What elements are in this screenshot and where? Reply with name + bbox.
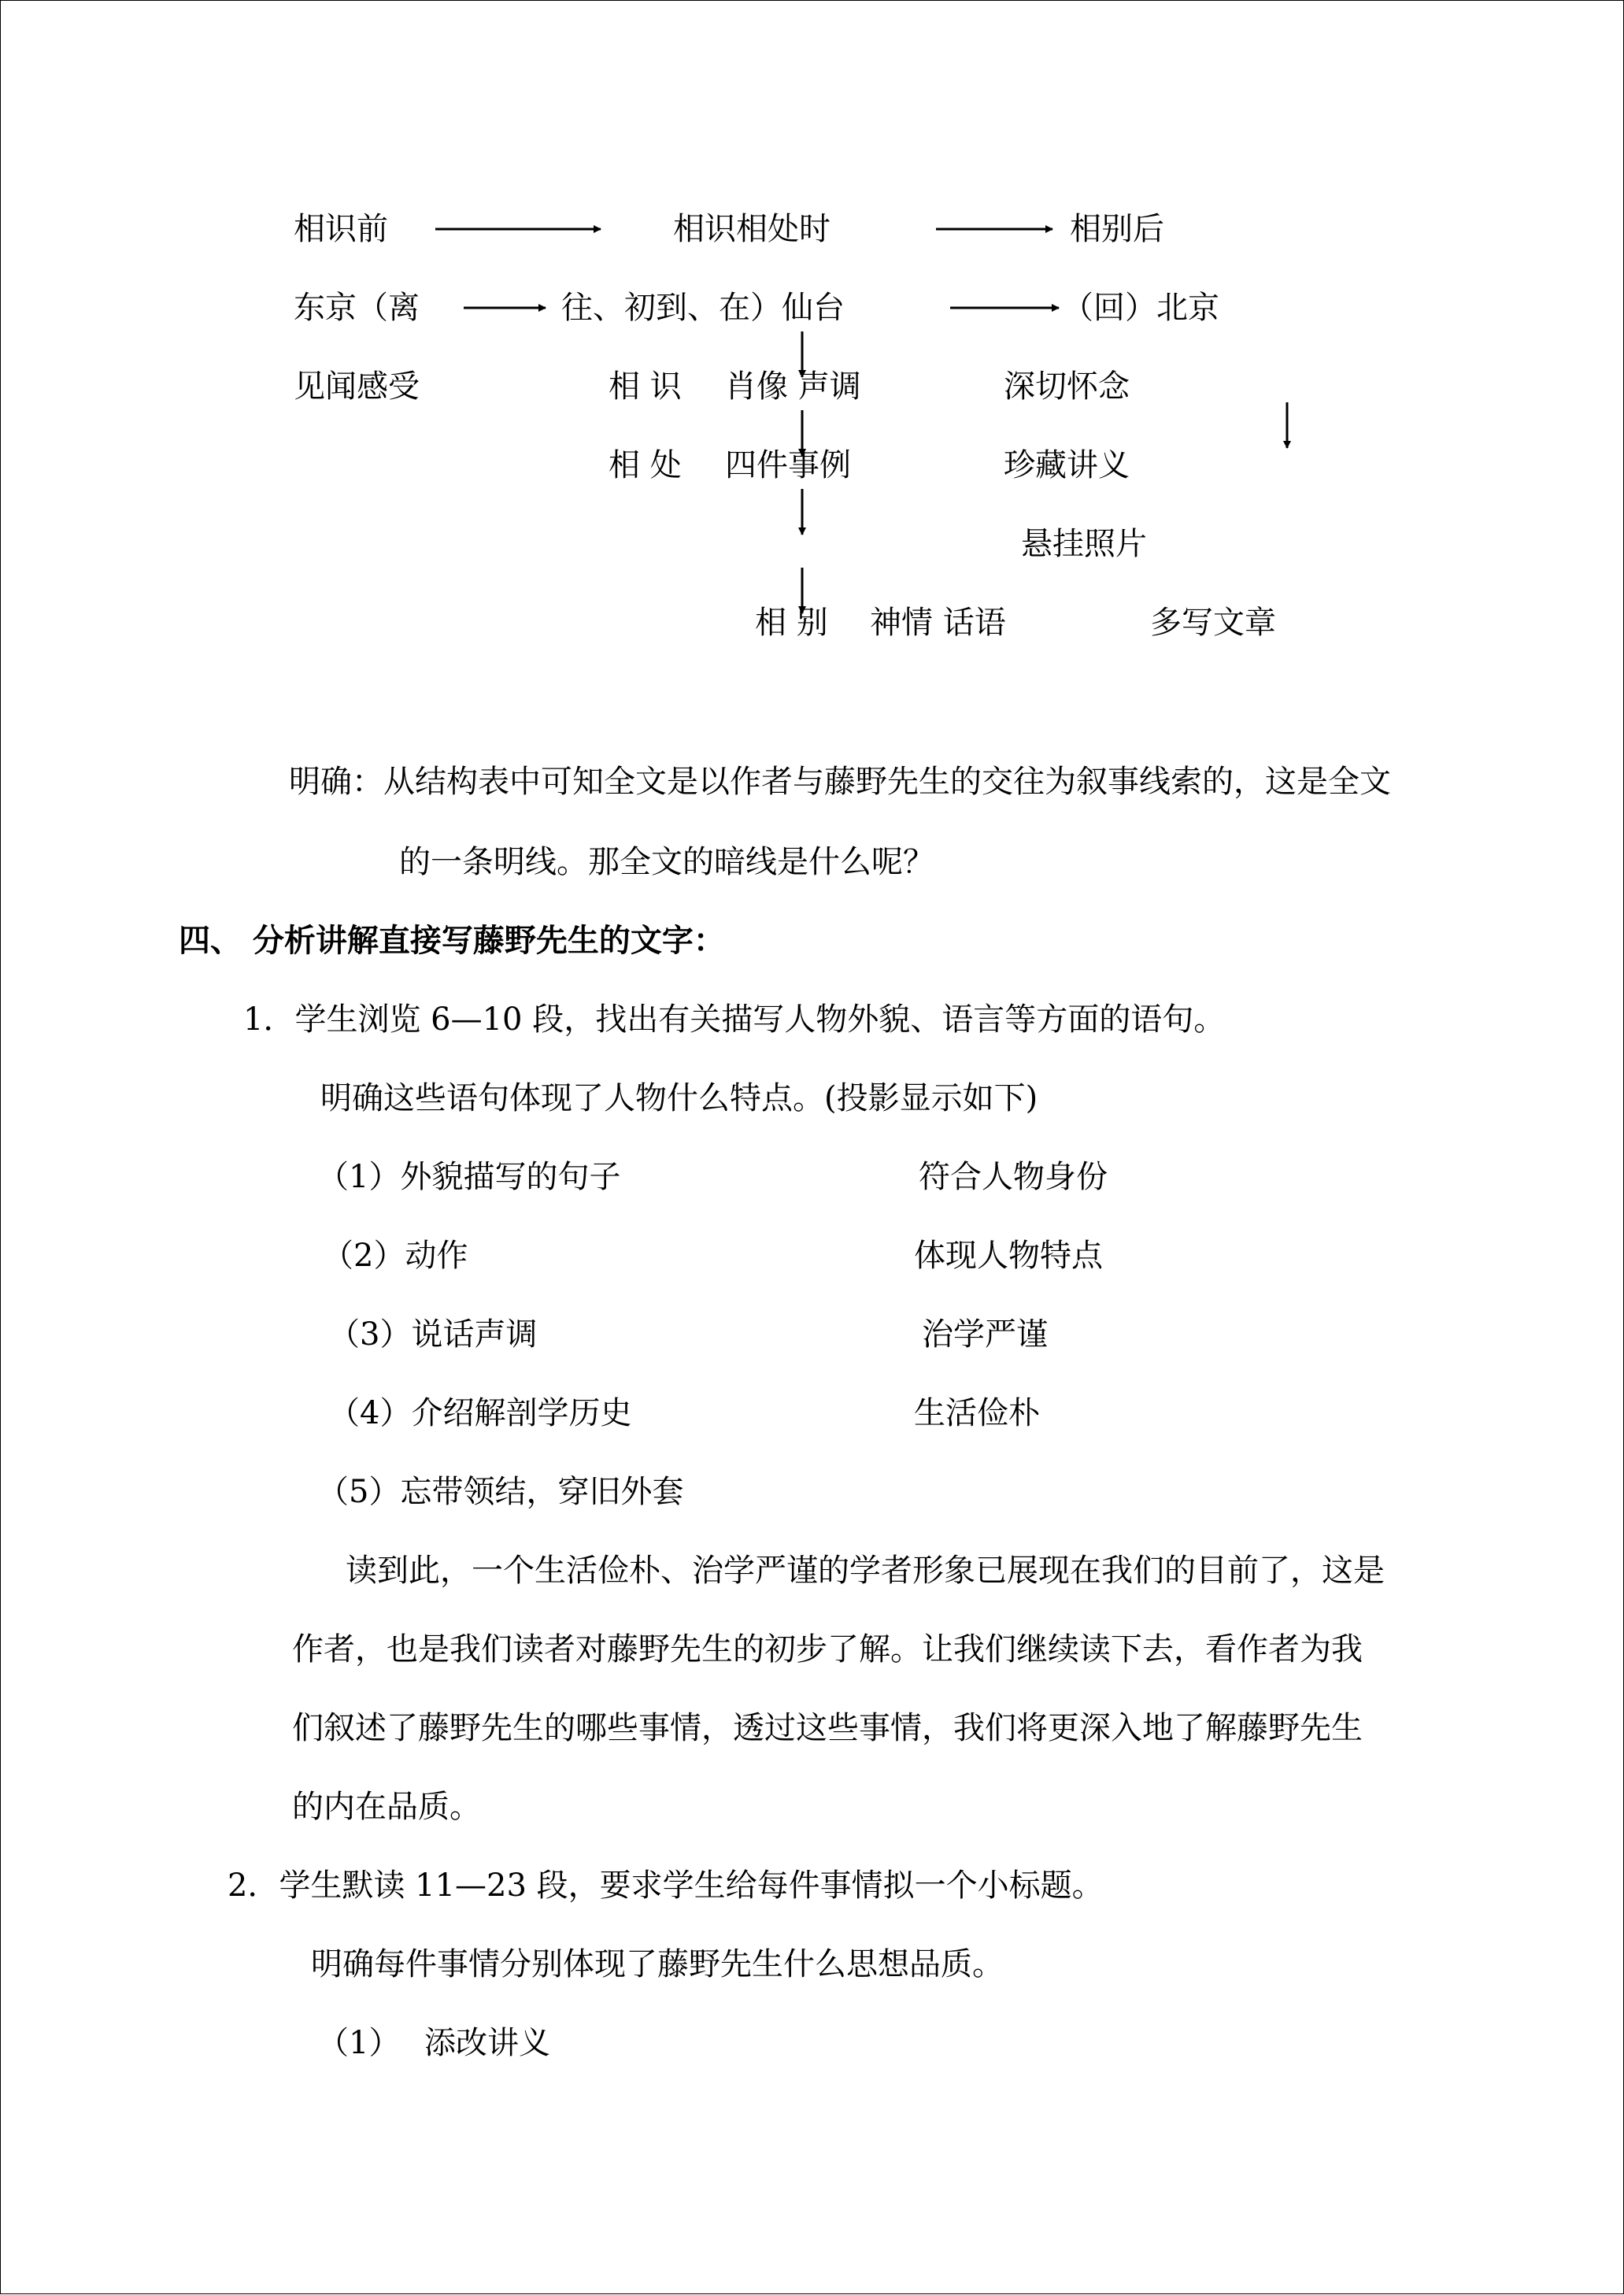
item-2-list-text: 添改讲义: [424, 2025, 550, 2061]
paragraph-line: 们叙述了藤野先生的哪些事情，透过这些事情，我们将更深入地了解藤野先生: [292, 1710, 1363, 1746]
part-detail: 神情 话语: [870, 605, 1006, 641]
stage-after: 相别后: [1070, 211, 1164, 247]
after-item: 珍藏讲义: [1004, 447, 1130, 483]
clarify-line-2: 的一条明线。那全文的暗线是什么呢？: [399, 844, 934, 880]
feature-left-item: （1）外貌描写的句子: [317, 1159, 621, 1195]
paragraph-line: 的内在品质。: [292, 1789, 481, 1825]
after-item: 深切怀念: [1004, 368, 1130, 405]
feature-left-item: （2）动作: [322, 1238, 468, 1274]
feature-right-item: 体现人物特点: [914, 1238, 1103, 1274]
item-2: 2．学生默读 11—23 段，要求学生给每件事情拟一个小标题。: [228, 1867, 1104, 1904]
part-label: 相 别: [755, 605, 828, 641]
feature-right-item: 符合人物身份: [919, 1159, 1108, 1195]
item-1: 1．学生浏览 6—10 段，找出有关描写人物外貌、语言等方面的语句。: [243, 1001, 1226, 1038]
after-item: 多写文章: [1150, 605, 1276, 641]
feature-left-item: （3）说话声调: [328, 1316, 538, 1353]
place-before: 东京（离: [294, 290, 420, 326]
place-during: 往、初到、在）仙台: [561, 290, 845, 326]
feature-right-item: 治学严谨: [922, 1316, 1048, 1353]
feature-left-item: （4）介绍解剖学历史: [328, 1395, 632, 1431]
meet-detail: 肖像 声调: [725, 368, 861, 405]
meet-label: 相 识: [609, 368, 682, 405]
stay-detail: 四件事例: [725, 447, 851, 483]
stage-before: 相识前: [294, 211, 388, 247]
stay-label: 相 处: [609, 447, 682, 483]
item-2-list-number: （1）: [317, 2025, 401, 2061]
paragraph-line: 作者，也是我们读者对藤野先生的初步了解。让我们继续读下去，看作者为我: [292, 1631, 1363, 1668]
feeling-before: 见闻感受: [294, 368, 420, 405]
feature-right-item: 生活俭朴: [914, 1395, 1040, 1431]
after-item: 悬挂照片: [1021, 526, 1147, 562]
stage-during: 相识相处时: [673, 211, 830, 247]
item-2-subtitle: 明确每件事情分别体现了藤野先生什么思想品质。: [311, 1946, 1004, 1982]
feature-left-item: （5）忘带领结，穿旧外套: [317, 1474, 684, 1510]
place-after: （回）北京: [1062, 290, 1219, 326]
item-1-subtitle: 明确这些语句体现了人物什么特点。(投影显示如下): [320, 1080, 1038, 1116]
section-heading: 四、 分析讲解直接写藤野先生的文字：: [179, 922, 725, 959]
clarify-line-1: 明确：从结构表中可知全文是以作者与藤野先生的交往为叙事线索的，这是全文: [289, 764, 1391, 800]
paragraph-line: 读到此，一个生活俭朴、治学严谨的学者形象已展现在我们的目前了，这是: [346, 1553, 1385, 1589]
